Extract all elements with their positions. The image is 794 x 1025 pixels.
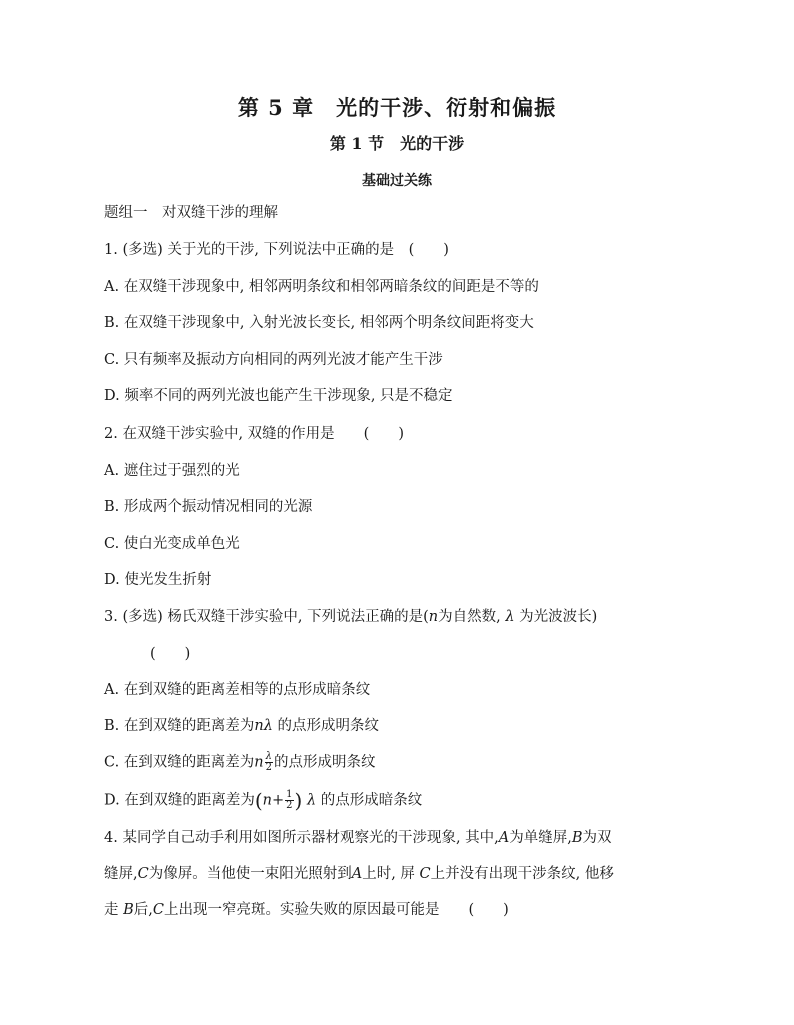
section-title: 第 1 节 光的干涉: [329, 134, 465, 153]
q4-l2-pre: 缝屏,: [104, 866, 138, 882]
q3-b-expression: nλ: [254, 718, 273, 734]
question-3-answer-bracket: ( ): [150, 646, 191, 662]
q3-c-pre: C. 在到双缝的距离差为: [104, 754, 255, 771]
question-2-option-d: D. 使光发生折射: [104, 572, 212, 588]
q4-var-b: B: [571, 830, 583, 846]
q4-l2-mid2: 上时, 屏: [362, 866, 415, 882]
q3-d-open-paren: (: [254, 788, 263, 813]
q3-b-pre: B. 在到双缝的距离差为: [104, 718, 255, 734]
q3-d-denominator: 2: [286, 800, 293, 811]
question-2-stem: 2. 在双缝干涉实验中, 双缝的作用是 ( ): [104, 426, 404, 442]
question-4-line-3: [104, 900, 509, 920]
q3-stem-post: 为光波波长): [519, 609, 598, 625]
q4-l2-mid1: 为像屏。当他使一束阳光照射到: [148, 866, 352, 882]
q4-l1-mid: 为单缝屏,: [509, 830, 572, 846]
q3-c-denominator: 2: [265, 762, 272, 773]
q3-b-post: 的点形成明条纹: [277, 718, 380, 734]
q3-c-fraction: [265, 752, 273, 773]
question-3-stem: [104, 607, 597, 627]
q3-d-fraction: [285, 790, 293, 811]
q4-l3-pre: 走: [104, 902, 119, 918]
q4-l3-post: 上出现一窄亮斑。实验失败的原因最可能是 ( ): [163, 902, 509, 918]
exercise-title: 基础过关练: [362, 173, 432, 189]
question-3-option-a: A. 在到双缝的距离差相等的点形成暗条纹: [104, 682, 371, 698]
q4-l1-post: 为双: [582, 830, 612, 846]
q4-l1-pre: 4. 某同学自己动手利用如图所示器材观察光的干涉现象, 其中,: [104, 830, 499, 846]
q3-stem-mid: 为自然数,: [438, 609, 501, 625]
question-3-option-c: [104, 752, 375, 773]
q3-c-numerator: λ: [265, 751, 272, 762]
q3-c-n: n: [254, 754, 264, 771]
question-2-option-a: A. 遮住过于强烈的光: [104, 463, 240, 479]
q4-var-a: A: [498, 830, 510, 846]
question-4-line-2: [104, 864, 614, 884]
q4-var-b-2: B: [123, 902, 134, 918]
question-4-line-1: [104, 828, 612, 848]
q4-l3-mid: 后,: [133, 902, 153, 918]
question-group-heading: 题组一 对双缝干涉的理解: [104, 205, 278, 221]
question-2-option-c: C. 使白光变成单色光: [104, 536, 240, 552]
question-2-option-b: B. 形成两个振动情况相同的光源: [104, 499, 313, 515]
q3-stem-pre: 3. (多选) 杨氏双缝干涉实验中, 下列说法正确的是(: [104, 609, 429, 625]
q3-c-post: 的点形成明条纹: [273, 754, 376, 771]
q3-var-n: n: [428, 609, 439, 625]
question-1-option-d: D. 频率不同的两列光波也能产生干涉现象, 只是不稳定: [104, 388, 453, 404]
q3-d-n-plus: n+: [262, 792, 285, 809]
q4-l2-post: 上并没有出现干涉条纹, 他移: [430, 866, 614, 882]
chapter-title: 第 5 章 光的干涉、衍射和偏振: [237, 95, 557, 120]
question-3-option-b: [104, 716, 379, 736]
q4-var-a-2: A: [351, 866, 363, 882]
q3-d-numerator: 1: [286, 789, 293, 800]
q3-d-post: 的点形成暗条纹: [320, 792, 423, 809]
question-1-option-b: B. 在双缝干涉现象中, 入射光波长变长, 相邻两个明条纹间距将变大: [104, 315, 534, 331]
q3-d-lambda: λ: [306, 792, 317, 809]
question-1-stem: 1. (多选) 关于光的干涉, 下列说法中正确的是 ( ): [104, 242, 449, 258]
q3-d-pre: D. 在到双缝的距离差为: [104, 792, 255, 809]
question-1-option-c: C. 只有频率及振动方向相同的两列光波才能产生干涉: [104, 352, 443, 368]
q4-var-c: C: [137, 866, 149, 882]
question-3-option-d: [104, 790, 422, 811]
q4-var-c-3: C: [152, 902, 164, 918]
q3-var-lambda: λ: [505, 609, 515, 625]
question-1-option-a: A. 在双缝干涉现象中, 相邻两明条纹和相邻两暗条纹的间距是不等的: [104, 279, 539, 295]
q3-d-close-paren: ): [294, 788, 303, 813]
q4-var-c-2: C: [419, 866, 431, 882]
